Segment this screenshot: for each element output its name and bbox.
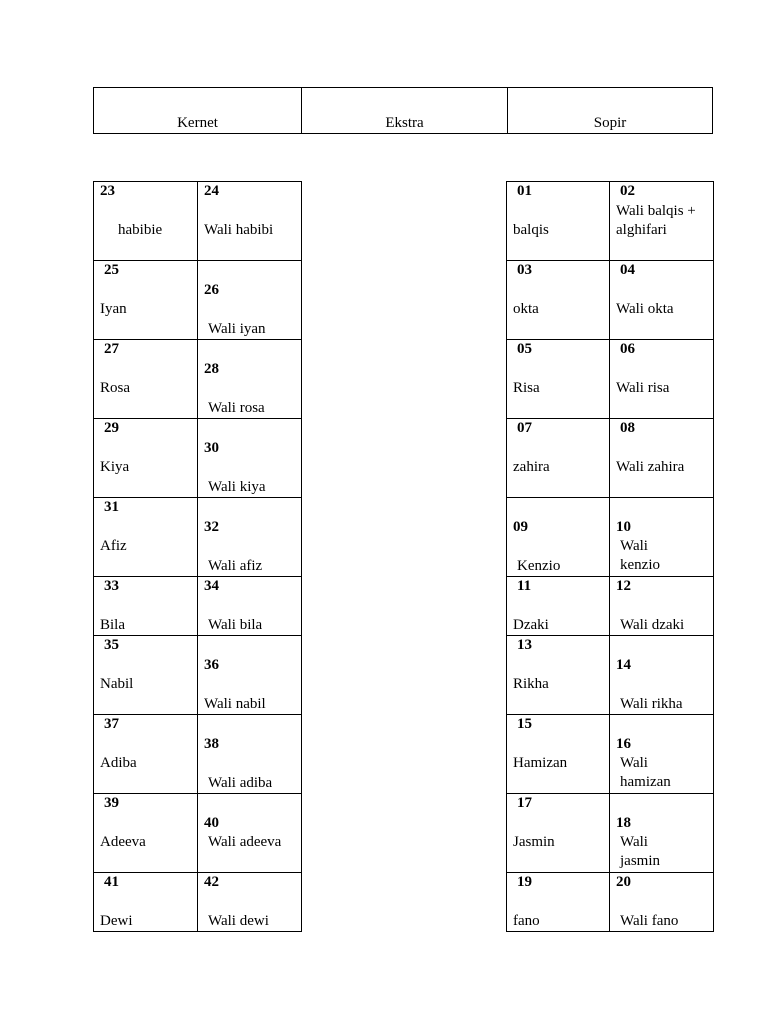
seat-number: 41 <box>104 874 119 890</box>
seat-cell <box>94 873 198 932</box>
seat-cell <box>198 182 302 261</box>
seat-name: Bila <box>100 617 125 633</box>
seat-cell <box>198 715 302 794</box>
seat-number: 16 <box>616 736 631 752</box>
seat-name: Nabil <box>100 676 134 692</box>
seat-cell <box>198 419 302 498</box>
seat-name: Wali bila <box>208 617 263 633</box>
seat-number: 36 <box>204 657 219 673</box>
seat-name: Wali dzaki <box>620 617 685 633</box>
seat-number: 35 <box>104 637 119 653</box>
seat-number: 32 <box>204 519 219 535</box>
seat-name: Adeeva <box>100 834 146 850</box>
seat-cell <box>94 577 198 636</box>
seat-cell <box>507 794 610 873</box>
seat-cell <box>507 182 610 261</box>
seat-number: 37 <box>104 716 119 732</box>
seat-name: zahira <box>513 459 550 475</box>
seat-name: Wali habibi <box>204 222 274 238</box>
seat-number: 07 <box>517 420 532 436</box>
sopir-seat-grid <box>506 181 714 932</box>
seat-cell <box>94 261 198 340</box>
seat-cell <box>507 715 610 794</box>
seat-cell <box>94 636 198 715</box>
seat-cell <box>610 261 714 340</box>
seat-number: 29 <box>104 420 119 436</box>
table-row <box>507 261 714 340</box>
seat-cell <box>610 498 714 577</box>
seat-number: 39 <box>104 795 119 811</box>
seat-number: 10 <box>616 519 631 535</box>
seat-cell <box>507 577 610 636</box>
seat-number: 20 <box>616 874 631 890</box>
seat-cell <box>94 182 198 261</box>
seat-number: 11 <box>517 578 532 594</box>
seat-cell <box>507 419 610 498</box>
seat-name: Wali fano <box>620 913 679 929</box>
seat-name: Wali risa <box>616 380 670 396</box>
seat-cell <box>94 794 198 873</box>
seat-cell <box>198 261 302 340</box>
seat-number: 05 <box>517 341 532 357</box>
seat-name: Wali rikha <box>620 696 683 712</box>
table-row <box>507 636 714 715</box>
seat-name: habibie <box>118 222 163 238</box>
seat-name: Wali zahira <box>616 459 685 475</box>
seat-number: 42 <box>204 874 219 890</box>
seat-number: 30 <box>204 440 219 456</box>
table-row <box>507 340 714 419</box>
kernet-seat-grid <box>93 181 302 932</box>
seat-name: Rikha <box>513 676 549 692</box>
table-row <box>507 715 714 794</box>
seat-name: Wali rosa <box>208 400 265 416</box>
seat-name: Kenzio <box>517 558 561 574</box>
seat-cell <box>610 419 714 498</box>
seat-cell <box>507 340 610 419</box>
seat-number: 15 <box>517 716 532 732</box>
seat-name: Risa <box>513 380 540 396</box>
seat-cell <box>198 498 302 577</box>
table-row <box>94 261 302 340</box>
seat-number: 19 <box>517 874 532 890</box>
seat-name: Wali balqis + alghifari <box>616 203 696 238</box>
table-row <box>94 873 302 932</box>
seat-cell <box>198 873 302 932</box>
seat-name: Wali iyan <box>208 321 266 337</box>
seat-number: 28 <box>204 361 219 377</box>
seat-number: 01 <box>517 183 532 199</box>
seat-number: 17 <box>517 795 532 811</box>
header-kernet: Kernet <box>177 115 218 131</box>
table-row <box>94 182 302 261</box>
seat-cell <box>610 636 714 715</box>
seat-number: 12 <box>616 578 631 594</box>
table-row <box>507 873 714 932</box>
table-row <box>94 715 302 794</box>
table-row <box>507 794 714 873</box>
header-ekstra: Ekstra <box>301 88 507 133</box>
seat-cell <box>94 340 198 419</box>
seat-number: 04 <box>620 262 635 278</box>
seat-name: Wali adiba <box>208 775 273 791</box>
seat-cell <box>507 873 610 932</box>
seat-cell <box>198 636 302 715</box>
table-row <box>507 498 714 577</box>
table-row <box>94 794 302 873</box>
table-row <box>94 340 302 419</box>
seat-cell <box>198 794 302 873</box>
seat-cell <box>94 419 198 498</box>
seat-cell <box>610 577 714 636</box>
seat-name: Wali dewi <box>208 913 269 929</box>
seat-cell <box>507 636 610 715</box>
seat-number: 13 <box>517 637 532 653</box>
seat-cell <box>198 577 302 636</box>
seat-name: Wali kiya <box>208 479 266 495</box>
table-row <box>94 419 302 498</box>
seat-name: Kiya <box>100 459 130 475</box>
seat-number: 02 <box>620 183 635 199</box>
seat-name: Jasmin <box>513 834 555 850</box>
seat-cell <box>610 794 714 873</box>
seat-name: Wali kenzio <box>620 538 660 573</box>
seat-number: 34 <box>204 578 219 594</box>
seat-name: Afiz <box>100 538 127 554</box>
seat-cell <box>507 261 610 340</box>
seat-name: Wali adeeva <box>208 834 282 850</box>
seat-name: Wali afiz <box>208 558 263 574</box>
seat-number: 23 <box>100 183 115 199</box>
header-sopir: Sopir <box>507 88 712 133</box>
table-row <box>94 577 302 636</box>
seat-name: Hamizan <box>513 755 568 771</box>
table-row <box>507 419 714 498</box>
seat-cell <box>94 498 198 577</box>
seat-number: 31 <box>104 499 119 515</box>
seat-number: 18 <box>616 815 631 831</box>
seat-cell <box>610 873 714 932</box>
seat-name: Wali nabil <box>204 696 266 712</box>
seat-number: 26 <box>204 282 219 298</box>
table-row <box>94 636 302 715</box>
seat-number: 24 <box>204 183 219 199</box>
table-row <box>94 498 302 577</box>
seat-name: Wali hamizan <box>620 755 671 790</box>
seat-name: fano <box>513 913 540 929</box>
seat-number: 25 <box>104 262 119 278</box>
seat-number: 27 <box>104 341 119 357</box>
seat-name: Rosa <box>100 380 130 396</box>
seat-cell <box>94 715 198 794</box>
table-row <box>507 182 714 261</box>
seat-name: Adiba <box>100 755 137 771</box>
seat-name: Dewi <box>100 913 133 929</box>
seat-name: Wali okta <box>616 301 674 317</box>
seat-name: Dzaki <box>513 617 549 633</box>
seat-cell <box>610 340 714 419</box>
seat-name: Wali jasmin <box>620 834 660 869</box>
seat-cell <box>610 182 714 261</box>
seat-name: Iyan <box>100 301 127 317</box>
seat-number: 09 <box>513 519 528 535</box>
seat-cell <box>198 340 302 419</box>
seat-number: 08 <box>620 420 635 436</box>
seat-number: 03 <box>517 262 532 278</box>
seat-cell <box>610 715 714 794</box>
seat-name: okta <box>513 301 539 317</box>
seat-cell <box>507 498 610 577</box>
seat-number: 06 <box>620 341 635 357</box>
seat-number: 14 <box>616 657 631 673</box>
seat-number: 40 <box>204 815 219 831</box>
table-row <box>507 577 714 636</box>
seat-number: 38 <box>204 736 219 752</box>
seat-number: 33 <box>104 578 119 594</box>
seat-name: balqis <box>513 222 549 238</box>
header-table <box>93 87 713 134</box>
